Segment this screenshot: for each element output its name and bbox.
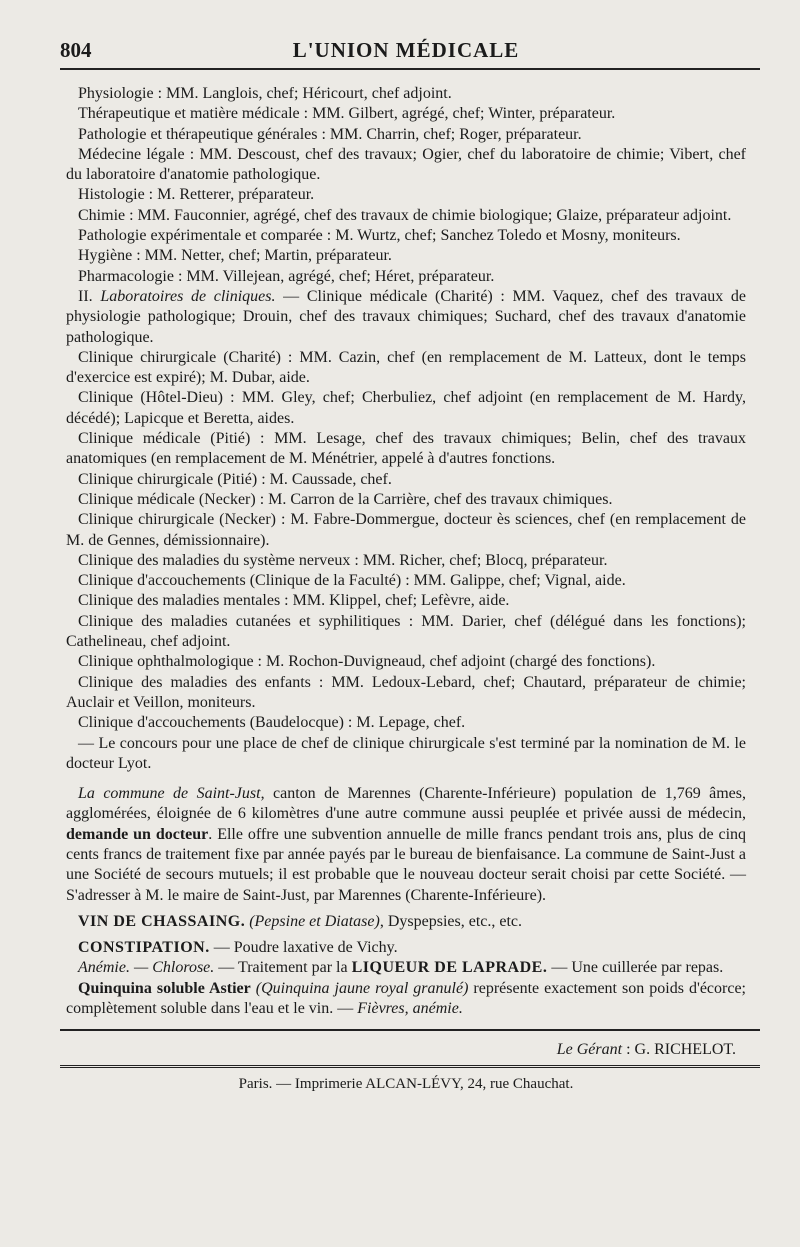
ad-italic: (Pepsine et Diatase) — [249, 912, 380, 930]
notice-bold: demande un docteur — [66, 825, 209, 843]
paragraph: Médecine légale : MM. Descoust, chef des travaux; Ogier, chef du laboratoire de chimie; Vibert, chef du laboratoire d'anatomie pathologique. — [66, 145, 746, 184]
header-rule — [60, 68, 760, 70]
printer-imprint: Paris. — Imprimerie ALCAN-LÉVY, 24, rue Chauchat. — [238, 1076, 574, 1093]
ad-title: LIQUEUR DE LAPRADE. — [351, 959, 548, 977]
notice-text: , canton de Marennes (Charente-Inférieure) population de 1,769 âmes, agglomérées, éloignée de 6 kilomètres d'une autre commune aussi peuplée et privée aussi de médecin, — [66, 785, 746, 823]
paragraph: Pharmacologie : MM. Villejean, agrégé, chef; Héret, préparateur. — [78, 267, 495, 285]
footer-double-rule — [60, 1065, 760, 1068]
section-heading: Laboratoires de cliniques. — [100, 287, 276, 305]
ad-italic: Fièvres, anémie. — [357, 1000, 463, 1018]
gerant-signature — [66, 1041, 746, 1059]
advertisement — [66, 912, 746, 932]
paragraph: Pathologie expérimentale et comparée : M. Wurtz, chef; Sanchez Toledo et Mosny, moniteurs. — [78, 227, 681, 245]
paragraph: Clinique médicale (Pitié) : MM. Lesage, chef des travaux chimiques; Belin, chef des travaux anatomiques (en remplacement de M. Ménétrier, appelé à d'autres fonctions. — [66, 430, 746, 468]
section-two-paragraph — [66, 287, 746, 348]
ad-title: Quinquina soluble Astier — [78, 979, 251, 997]
paragraph: Physiologie : MM. Langlois, chef; Héricourt, chef adjoint. — [78, 85, 452, 102]
gerant-name: : G. RICHELOT. — [622, 1041, 736, 1059]
paragraph: Clinique des maladies des enfants : MM. Ledoux-Lebard, chef; Chautard, préparateur de chimie; Auclair et Veillon, moniteurs. — [66, 673, 746, 711]
paragraph: Clinique (Hôtel-Dieu) : MM. Gley, chef; Cherbuliez, chef adjoint (en remplacement de M. Hardy, décédé); Lapicque et Beretta, aides. — [66, 389, 746, 427]
page-number: 804 — [60, 38, 92, 62]
running-title: L'UNION MÉDICALE — [292, 38, 520, 62]
gerant-label: Le Gérant — [556, 1041, 623, 1059]
ad-text: , Dyspepsies, etc., etc. — [379, 912, 523, 930]
advertisement — [66, 958, 746, 978]
ad-italic: (Quinquina jaune royal granulé) — [255, 979, 469, 997]
paragraph: Clinique chirurgicale (Necker) : M. Fabre-Dommergue, docteur ès sciences, chef (en remplacement de M. de Gennes, démissionnaire). — [66, 511, 746, 549]
paragraph: Thérapeutique et matière médicale : MM. Gilbert, agrégé, chef; Winter, préparateur. — [78, 105, 616, 123]
paragraph: Histologie : M. Retterer, préparateur. — [78, 186, 315, 204]
paragraph: Hygiène : MM. Netter, chef; Martin, préparateur. — [78, 247, 392, 265]
notice-lead: La commune de Saint-Just — [78, 785, 261, 803]
article-body — [66, 72, 746, 1019]
notice-text: . Elle offre une subvention annuelle de mille francs pendant trois ans, plus de cinq cents francs de traitement fixe par année payés par le bureau de bienfaisance. La commune de Saint-Just a une Société de secours mutuels; il est probable que le nouveau docteur serait choisi par cette Société. — S'adresser à M. le maire de Saint-Just, par Marennes (Charente-Inférieure). — [66, 825, 747, 904]
paragraph: Clinique des maladies du système nerveux : MM. Richer, chef; Blocq, préparateur. — [78, 551, 608, 569]
ad-text: — Poudre laxative de Vichy. — [209, 939, 398, 957]
page-header — [60, 34, 746, 72]
paragraph: Clinique ophthalmologique : M. Rochon-Duvigneaud, chef adjoint (chargé des fonctions). — [78, 653, 656, 671]
paragraph: — Le concours pour une place de chef de clinique chirurgicale s'est terminé par la nomination de M. le docteur Lyot. — [66, 734, 746, 772]
ad-title: VIN DE CHASSAING. — [78, 912, 246, 930]
paragraph: Clinique des maladies mentales : MM. Klippel, chef; Lefèvre, aide. — [78, 592, 510, 610]
paragraph: Chimie : MM. Fauconnier, agrégé, chef des travaux de chimie biologique; Glaize, préparateur adjoint. — [78, 206, 732, 224]
advertisement — [66, 938, 746, 958]
paragraph: Clinique d'accouchements (Clinique de la Faculté) : MM. Galippe, chef; Vignal, aide. — [78, 572, 626, 590]
ad-text: — Une cuillerée par repas. — [547, 959, 724, 977]
paragraph: Clinique d'accouchements (Baudelocque) : M. Lepage, chef. — [78, 714, 466, 732]
paragraph: Pathologie et thérapeutique générales : MM. Charrin, chef; Roger, préparateur. — [78, 125, 582, 143]
ad-italic: Anémie. — Chlorose. — [78, 959, 215, 977]
ad-text: représente exactement son poids d'écorce; complètement soluble dans l'eau et le vin. — — [66, 979, 747, 1018]
advertisement — [66, 979, 746, 1020]
paragraph: Clinique médicale (Necker) : M. Carron de la Carrière, chef des travaux chimiques. — [78, 490, 613, 508]
ad-text: — Traitement par la — [214, 959, 352, 977]
section-number: II. — [78, 287, 101, 305]
paragraph: Clinique des maladies cutanées et syphilitiques : MM. Darier, chef (délégué dans les fonctions); Cathelineau, chef adjoint. — [66, 612, 746, 651]
footer-rule — [60, 1029, 760, 1031]
paragraph: Clinique chirurgicale (Charité) : MM. Cazin, chef (en remplacement de M. Latteux, dont le temps d'exercice est expiré); M. Dubar, aide. — [66, 348, 746, 387]
paragraph: Clinique chirurgicale (Pitié) : M. Caussade, chef. — [78, 470, 392, 488]
ad-title: CONSTIPATION. — [78, 939, 210, 957]
notice-paragraph — [66, 784, 746, 906]
section-text: — Clinique médicale (Charité) : MM. Vaquez, chef des travaux de physiologie pathologique; Drouin, chef des travaux chimiques; Suchard, chef des travaux d'anatomie pathologique. — [66, 287, 747, 346]
